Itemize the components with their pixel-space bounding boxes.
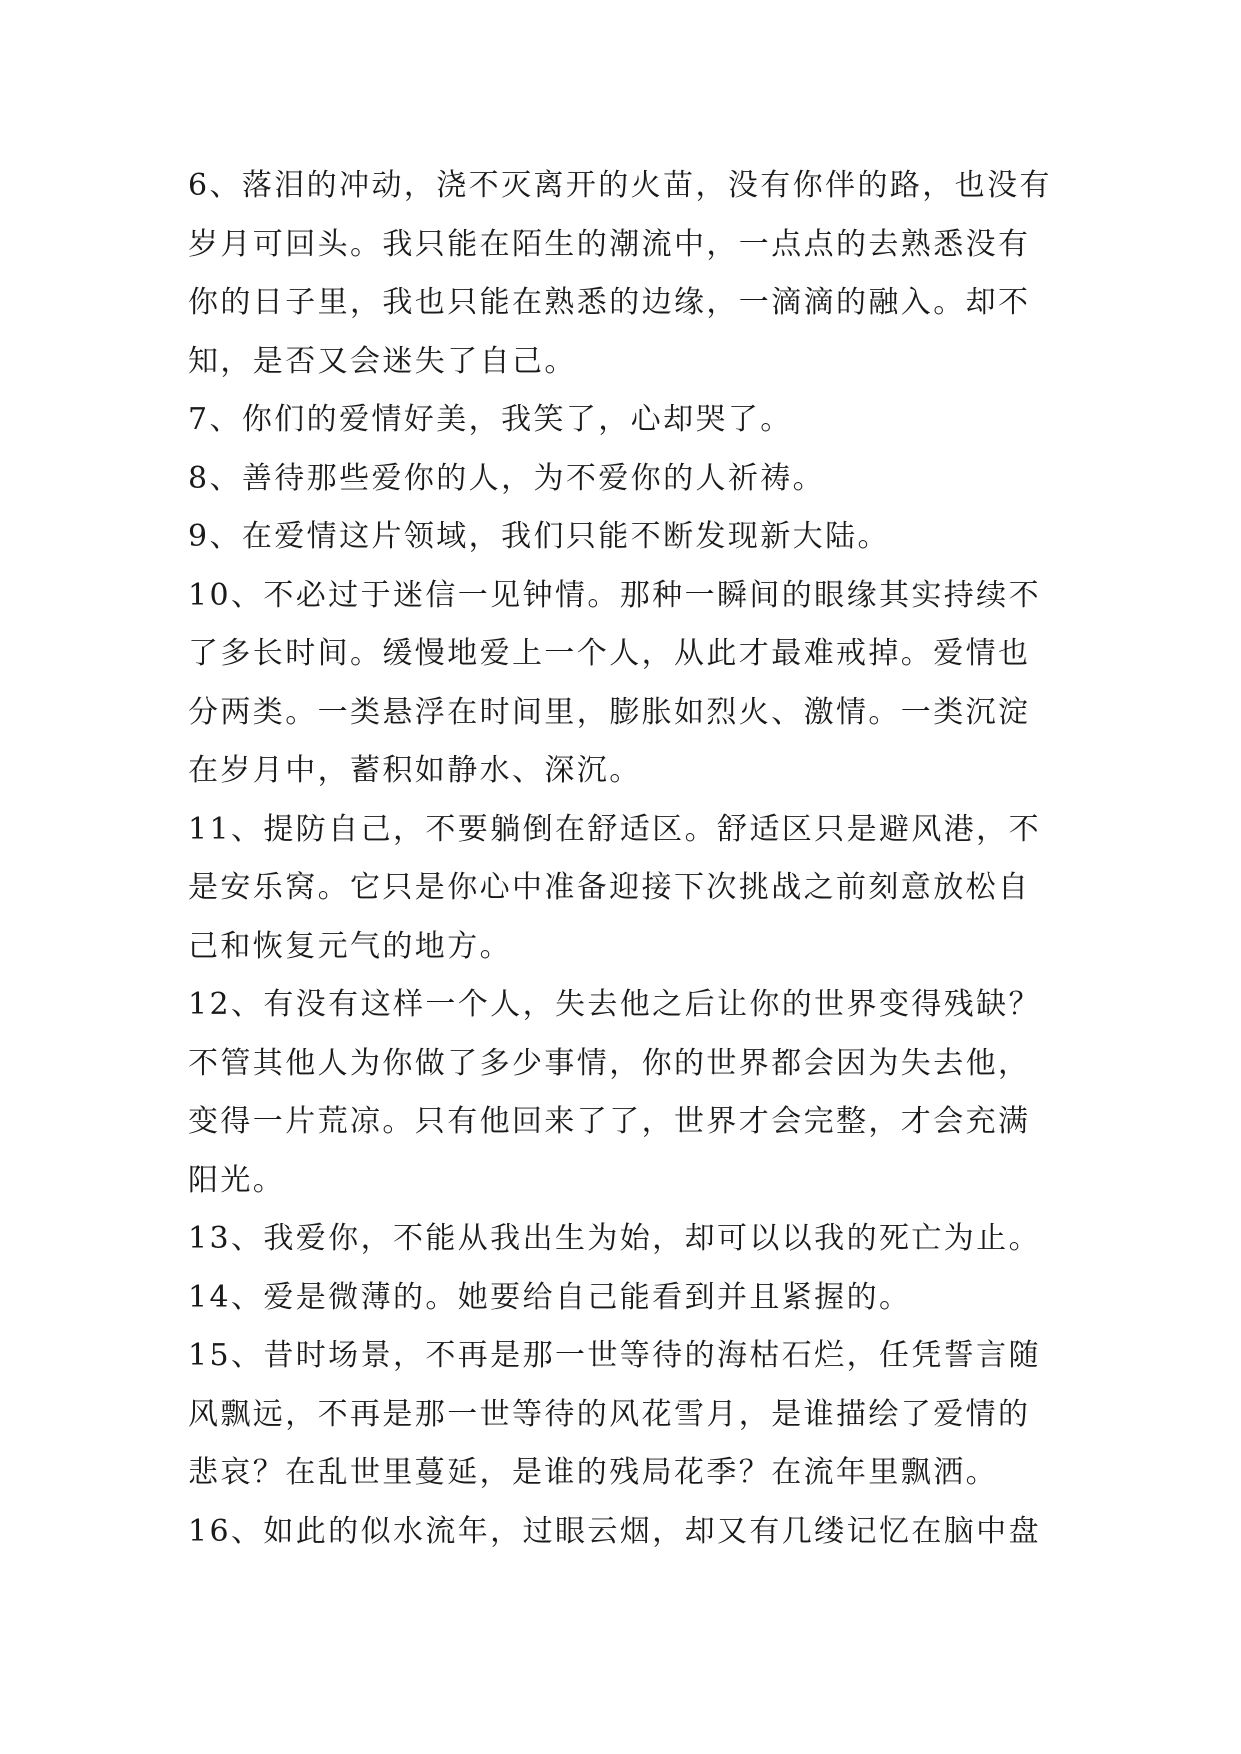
paragraph-6: 6、落泪的冲动，浇不灭离开的火苗，没有你伴的路，也没有岁月可回头。我只能在陌生的潮流中，一点点的去熟悉没有你的日子里，我也只能在熟悉的边缘，一滴滴的融入。却不知，是否又会迷失了自己。 <box>188 168 1052 379</box>
document-body <box>188 157 1058 1561</box>
paragraph-10: 10、不必过于迷信一见钟情。那种一瞬间的眼缘其实持续不了多长时间。缓慢地爱上一个人，从此才最难戒掉。爱情也分两类。一类悬浮在时间里，膨胀如烈火、激情。一类沉淀在岁月中，蓄积如静水、深沉。 <box>188 577 1041 788</box>
paragraph-7: 7、你们的爱情好美，我笑了，心却哭了。 <box>188 402 793 437</box>
paragraph-11: 11、提防自己，不要躺倒在舒适区。舒适区只是避风港，不是安乐窝。它只是你心中准备迎接下次挑战之前刻意放松自己和恢复元气的地方。 <box>188 811 1041 964</box>
paragraph-14: 14、爱是微薄的。她要给自己能看到并且紧握的。 <box>188 1279 912 1315</box>
paragraph-9: 9、在爱情这片领域，我们只能不断发现新大陆。 <box>188 519 890 554</box>
paragraph-16: 16、如此的似水流年，过眼云烟，却又有几缕记忆在脑中盘 <box>188 1513 1041 1549</box>
paragraph-12: 12、有没有这样一个人，失去他之后让你的世界变得残缺？不管其他人为你做了多少事情，你的世界都会因为失去他，变得一片荒凉。只有他回来了了，世界才会完整，才会充满阳光。 <box>188 987 1041 1198</box>
paragraph-15: 15、昔时场景，不再是那一世等待的海枯石烂，任凭誓言随风飘远，不再是那一世等待的风花雪月，是谁描绘了爱情的悲哀？在乱世里蔓延，是谁的残局花季？在流年里飘洒。 <box>188 1338 1041 1490</box>
paragraph-13: 13、我爱你，不能从我出生为始，却可以以我的死亡为止。 <box>188 1221 1041 1256</box>
paragraph-8: 8、善待那些爱你的人，为不爱你的人祈祷。 <box>188 460 826 496</box>
